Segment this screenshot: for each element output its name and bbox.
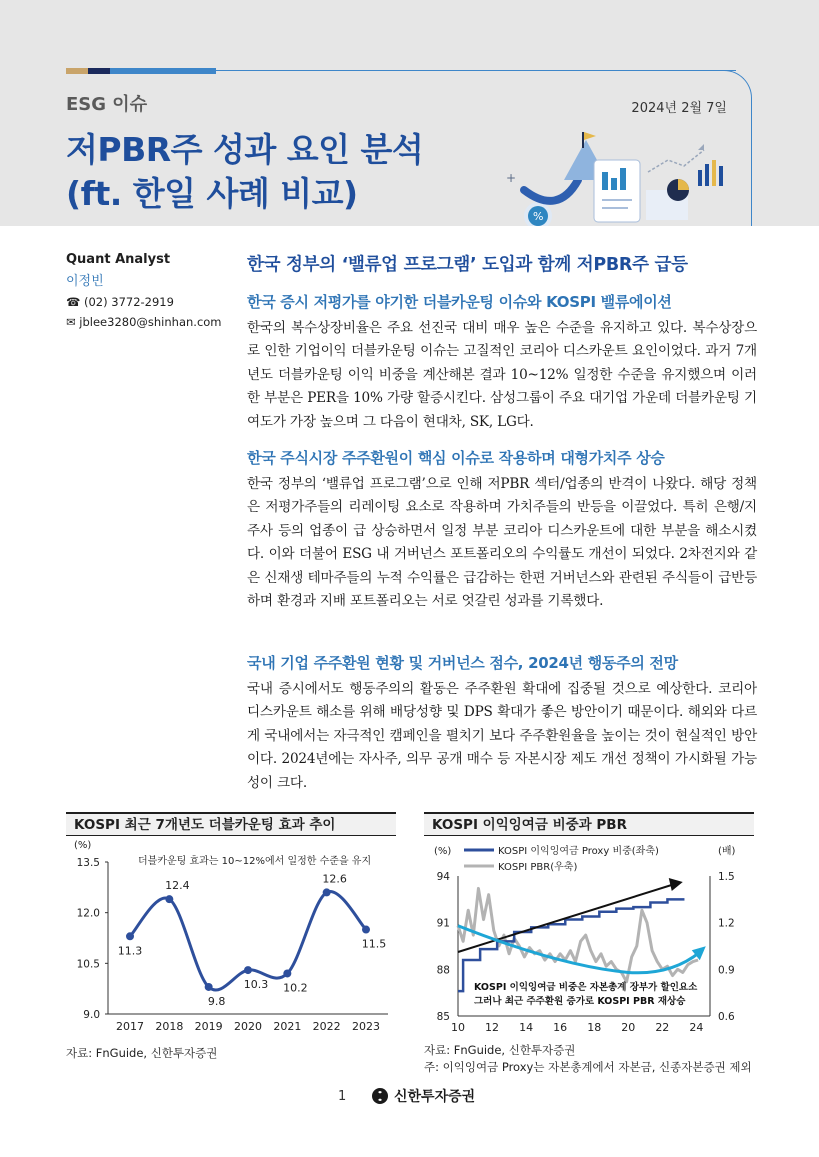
- section-3-body: 국내 증시에서도 행동주의의 활동은 주주환원 확대에 집중될 것으로 예상한다. 코리아 디스카운트 해소를 위해 배당성향 및 DPS 확대가 좋은 방안이기 때문이다. 해외와 다르게 국내에서는 자극적인 캠페인을 펼치기 보다 주주환원율을 높이는 것이 현실적인 방안이다. 2024년에는 자사주, 의무 공개 매수 등 자본시장 제도 개선 정책이 가시화될 가능성이 크다.: [247, 681, 757, 791]
- right-chart-x-tick-label: 14: [519, 1021, 534, 1034]
- analyst-phone-number: (02) 3772-2919: [83, 295, 174, 309]
- left-chart-y-tick-label: 12.0: [76, 907, 100, 920]
- right-chart-source: 자료: FnGuide, 신한투자증권: [424, 1043, 576, 1057]
- right-chart-x-tick-label: 16: [553, 1021, 568, 1034]
- right-chart-right-tick-label: 0.9: [718, 964, 735, 977]
- right-chart-x-tick-label: 20: [621, 1021, 636, 1034]
- right-chart-right-tick-label: 0.6: [718, 1011, 735, 1023]
- analyst-email: [66, 315, 236, 329]
- analyst-phone: [66, 295, 236, 309]
- right-chart-x-tick-label: 12: [485, 1021, 500, 1034]
- left-chart-data-label: 10.2: [283, 981, 308, 995]
- right-chart-title: KOSPI 이익잉여금 비중과 PBR: [424, 812, 754, 836]
- left-chart-source: 자료: FnGuide, 신한투자증권: [66, 1046, 218, 1060]
- right-chart-x-tick-label: 24: [689, 1021, 704, 1034]
- svg-text:+: +: [506, 171, 517, 185]
- left-chart-x-tick-label: 2018: [155, 1020, 184, 1033]
- report-category: ESG 이슈: [66, 94, 148, 115]
- left-chart-point: [283, 969, 291, 977]
- left-chart-data-label: 11.3: [117, 944, 143, 958]
- analyst-email-address[interactable]: jblee3280@shinhan.com: [79, 315, 222, 329]
- legend-label-retained: KOSPI 이익잉여금 Proxy 비중(좌축): [498, 846, 659, 857]
- report-headline: 한국 정부의 ‘밸류업 프로그램’ 도입과 함께 저PBR주 급등: [247, 255, 688, 275]
- right-chart-left-tick-label: 91: [436, 917, 450, 930]
- section-2-subtitle: 한국 주식시장 주주환원이 핵심 이슈로 작용하며 대형가치주 상승: [247, 449, 665, 467]
- accent-bar-gold: [66, 68, 88, 74]
- left-chart-unit: (%): [74, 840, 92, 851]
- accent-bar-navy: [88, 68, 110, 74]
- page-number: 1: [338, 1089, 347, 1104]
- left-chart-point: [165, 895, 173, 903]
- left-chart-point: [244, 966, 252, 974]
- section-3-subtitle: 국내 기업 주주환원 현황 및 거버넌스 점수, 2024년 행동주의 전망: [247, 654, 678, 672]
- right-chart-annotation-2: 그러나 최근 주주환원 증가로 KOSPI PBR 재상승: [474, 996, 686, 1007]
- left-chart-data-label: 12.4: [165, 879, 190, 893]
- right-chart-trend-arrow-head: [669, 878, 683, 891]
- right-chart-left-tick-label: 88: [436, 964, 450, 977]
- left-chart-x-tick-label: 2019: [194, 1020, 223, 1033]
- shinhan-logo-icon: [372, 1088, 388, 1104]
- left-chart-point: [205, 983, 213, 991]
- section-1-subtitle: 한국 증시 저평가를 야기한 더블카운팅 이슈와 KOSPI 밸류에이션: [247, 293, 672, 311]
- right-chart-x-tick-label: 10: [451, 1021, 465, 1034]
- legend-label-pbr: KOSPI PBR(우축): [498, 862, 578, 873]
- report-title: [66, 128, 423, 216]
- right-chart-x-tick-label: 22: [655, 1021, 670, 1034]
- right-chart-left-tick-label: 85: [436, 1011, 450, 1023]
- left-chart-x-tick-label: 2023: [352, 1020, 380, 1033]
- left-chart-data-label: 9.8: [207, 994, 226, 1008]
- report-date: 2024년 2월 7일: [631, 101, 727, 116]
- footer-brand-name: 신한투자증권: [394, 1089, 476, 1105]
- left-chart-x-tick-label: 2022: [312, 1020, 341, 1033]
- report-title-line2: (ft. 한일 사례 비교): [66, 174, 358, 213]
- right-chart-x-tick-label: 18: [587, 1021, 602, 1034]
- report-header: [0, 0, 819, 226]
- footer-brand: [372, 1086, 475, 1106]
- right-chart-right-tick-label: 1.2: [718, 917, 735, 930]
- mail-icon: ✉: [66, 315, 76, 329]
- left-chart-title: KOSPI 최근 7개년도 더블카운팅 효과 추이: [66, 812, 396, 836]
- left-chart-y-tick-label: 9.0: [83, 1009, 100, 1021]
- right-chart-right-tick-label: 1.5: [718, 871, 735, 883]
- section-1-body: 한국의 복수상장비율은 주요 선진국 대비 매우 높은 수준을 유지하고 있다. 복수상장으로 인한 기업이익 더블카운팅 이슈는 고질적인 코리아 디스카운트 요인이었다. 과거 7개년도 더블카운팅 이익 비중을 계산해본 결과 10~12% 일정한 수준을 유지했으며 이러한 부분은 PER을 10% 가량 할증시킨다. 삼성그룹이 주요 대기업 가운데 더블카운팅 기여도가 가장 높으며 그 다음이 현대차, SK, LG다.: [247, 320, 757, 430]
- phone-icon: ☎: [66, 295, 81, 309]
- analyst-name: 이정빈: [66, 274, 104, 289]
- right-chart-unit-left: (%): [434, 846, 452, 857]
- right-chart-unit-right: (배): [718, 846, 736, 857]
- report-title-line1: 저PBR주 성과 요인 분석: [66, 130, 424, 169]
- right-chart-note: 주: 이익잉여금 Proxy는 자본총계에서 자본금, 신종자본증권 제외: [424, 1060, 752, 1074]
- left-chart-x-tick-label: 2021: [273, 1020, 302, 1033]
- left-chart-series-line: [130, 891, 366, 990]
- analyst-info: [66, 252, 236, 329]
- analyst-role: Quant Analyst: [66, 252, 171, 267]
- left-chart-point: [323, 888, 331, 896]
- left-chart-point: [126, 932, 134, 940]
- left-chart-x-tick-label: 2020: [234, 1020, 262, 1033]
- left-chart-y-tick-label: 10.5: [76, 958, 100, 971]
- left-chart-annotation: 더블카운팅 효과는 10~12%에서 일정한 수준을 유지: [138, 856, 372, 867]
- svg-text:%: %: [533, 210, 544, 223]
- right-chart-annotation-1: KOSPI 이익잉여금 비중은 자본총계 장부가 할인요소: [474, 982, 698, 993]
- accent-bar-blue: [110, 68, 216, 74]
- double-counting-line-chart: [62, 838, 398, 1038]
- left-chart-data-label: 12.6: [322, 872, 347, 886]
- header-rule: [216, 70, 736, 71]
- finance-illustration-icon: [498, 120, 728, 226]
- retained-earnings-pbr-chart: [418, 838, 758, 1038]
- left-chart-y-tick-label: 13.5: [76, 857, 100, 869]
- left-chart-data-label: 11.5: [361, 937, 387, 951]
- left-chart-point: [362, 926, 370, 934]
- left-chart-data-label: 10.3: [243, 978, 269, 992]
- right-chart-left-tick-label: 94: [436, 871, 450, 883]
- section-2-body: 한국 정부의 ‘밸류업 프로그램’으로 인해 저PBR 섹터/업종의 반격이 나왔다. 해당 정책은 저평가주들의 리레이팅 요소로 작용하며 가치주들의 반등을 이끌었다. 특히 은행/지주사 등의 업종이 급 상승하면서 일정 부분 코리아 디스카운트에 대한 부분을 해소시켰다. 이와 더불어 ESG 내 거버넌스 포트폴리오의 수익률도 개선이 되었다. 2차전지와 같은 신재생 테마주들의 누적 수익률은 급감하는 한편 거버넌스와 관련된 주식들이 급반등하며 환경과 지배 포트폴리오는 서로 엇갈린 성과를 기록했다.: [247, 476, 757, 610]
- left-chart-x-tick-label: 2017: [116, 1020, 144, 1033]
